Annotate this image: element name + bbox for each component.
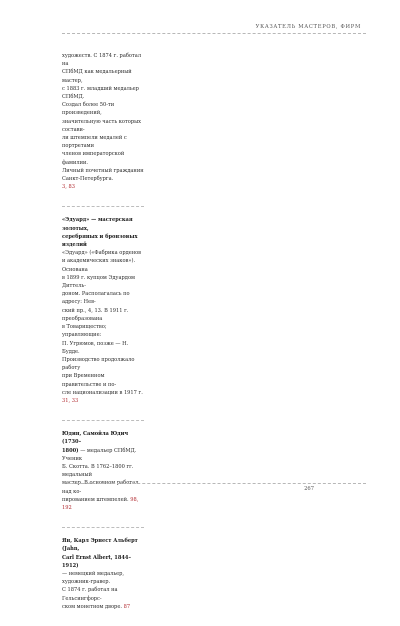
entry-line: в Товарищество; управляющие: [62, 324, 107, 339]
entry-line: «Эдуард» («Фабрика орденов [62, 250, 142, 257]
entry-line: членов императорской фамилии. [62, 151, 125, 166]
entry-divider [62, 206, 144, 207]
entry-line: Личный почетный гражданин [62, 167, 144, 174]
entry-line-text: пированием штемпелей. [62, 496, 129, 503]
page-reference: 98, 192 [62, 496, 139, 511]
index-entry [62, 537, 144, 626]
entry-line-text: Санкт-Петербурга. [62, 176, 114, 183]
entry-line: доном. Располагалась по адресу: Нев- [62, 291, 130, 306]
entry-line: — немецкий медальер, художник-гравер. [62, 570, 125, 586]
entry-line: ли штемпели медалей с портретами [62, 135, 127, 150]
entry-name: серебряных и бронзовых изделий [62, 233, 138, 249]
running-header [62, 24, 366, 38]
entry-line: мастер. В основном работал над ко- [62, 480, 139, 495]
entry-divider [62, 527, 144, 528]
entry-line: при Временном правительстве и по- [62, 373, 117, 388]
page-reference: 3, 83 [62, 184, 75, 191]
page-reference: 87 [123, 603, 131, 610]
page-number: 267 [304, 486, 314, 492]
entry-line: П. Угрюмов, позже — Н. Будде. [62, 340, 129, 355]
index-column [62, 52, 144, 626]
entry-line: и академических знаков»). Основана [62, 258, 136, 273]
entry-name: Ян, Карл Эрнест Альберт (Jahn, [62, 538, 138, 553]
entry-line: ский пр., 4, 13. В 1911 г. преобразована [62, 307, 129, 322]
entry-line: значительную часть которых состави- [62, 118, 142, 133]
entry-line: художеств. С 1874 г. работал на [62, 53, 142, 68]
entry-name: 1800) [62, 447, 79, 454]
entry-name: Юдин, Самойла Юдич (1730– [62, 431, 129, 446]
entry-line [62, 389, 144, 405]
page-reference: 31, 33 [62, 397, 79, 404]
entry-line: Б. Скотта. В 1762–1800 гг. медальный [62, 463, 134, 479]
entry-line [62, 496, 144, 512]
index-entry [62, 52, 144, 206]
entry-line [62, 447, 144, 463]
entry-line [62, 603, 144, 611]
footer-rule [62, 483, 366, 484]
entry-line: Создал более 50-ти произведений, [62, 102, 115, 117]
entry-line: С 1874 г. работал на Гельсингфорс- [62, 587, 118, 602]
index-entry [62, 216, 144, 420]
entry-name: «Эдуард» — мастерская золотых, [62, 217, 133, 232]
entry-line-text: — медальер СПбМД. Ученик [62, 447, 137, 462]
entry-line [62, 183, 144, 191]
running-header-title: УКАЗАТЕЛЬ МАСТЕРОВ, ФИРМ [255, 24, 361, 30]
entry-line: в 1899 г. купцом Эдуардом Диттель- [62, 274, 135, 290]
entry-line [62, 175, 144, 183]
entry-line: с 1883 г. младший медальер СПбМД. [62, 85, 139, 101]
entry-divider [62, 420, 144, 421]
entry-line: СПбМД как медальерный мастер, [62, 69, 132, 84]
entry-name: Carl Ernst Albert, 1844–1912) [62, 554, 132, 569]
entry-line-text: сле национализации в 1917 г. [62, 389, 143, 396]
entry-line-text: ском монетном дворе. [62, 603, 122, 610]
header-rule [62, 33, 366, 34]
entry-line: Производство продолжало работу [62, 356, 135, 372]
index-entry [62, 430, 144, 527]
